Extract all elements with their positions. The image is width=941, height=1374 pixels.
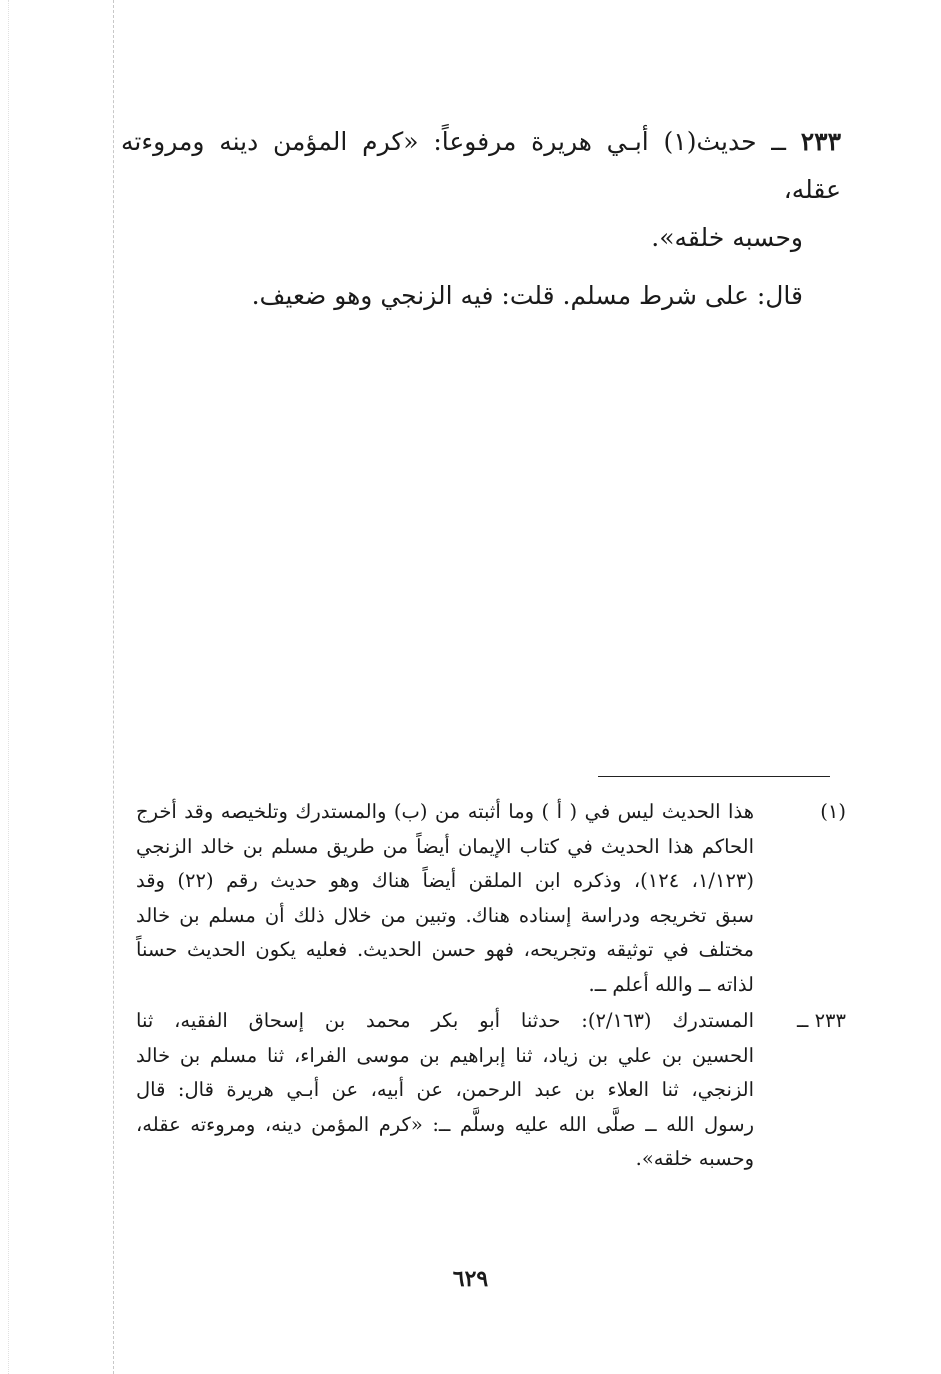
hadith-entry	[121, 118, 841, 320]
footnote-line: الحاكم هذا الحديث في كتاب الإيمان أيضاً من طريق مسلم بن خالد الزنجي	[136, 834, 754, 858]
footnote-233	[136, 1004, 846, 1177]
scan-margin-line	[113, 0, 114, 1374]
footnote-text	[136, 795, 754, 1002]
footnote-marker: ٢٣٣ ــ	[796, 1009, 846, 1032]
hadith-line-1	[121, 118, 841, 214]
footnote-line: وحسبه خلقه».	[635, 1147, 754, 1170]
footnote-line: المستدرك (٢/١٦٣): حدثنا أبو بكر محمد بن إسحاق الفقيه، ثنا	[136, 1009, 754, 1032]
footnote-line: هذا الحديث ليس في ( أ ) وما أثبته من (ب) والمستدرك وتلخيصه وقد أخرج	[136, 800, 754, 823]
page-number: ٦٢٩	[452, 1266, 489, 1292]
footnote-1	[136, 795, 846, 1002]
hadith-comment: قال: على شرط مسلم. قلت: فيه الزنجي وهو ضعيف.	[251, 281, 803, 310]
footnote-separator	[598, 776, 830, 777]
footnote-line: مختلف في توثيقه وتجريحه، فهو حسن الحديث. فعليه يكون الحديث حسناً	[136, 938, 754, 961]
footnote-line: الحسين بن علي بن زياد، ثنا إبراهيم بن موسى الفراء، ثنا مسلم بن خالد	[136, 1043, 754, 1067]
footnote-line: لذاته ــ والله أعلم ــ.	[588, 972, 754, 996]
hadith-number: ٢٣٣	[800, 127, 842, 156]
footnote-line: الزنجي، ثنا العلاء بن عبد الرحمن، عن أبيه، عن أبـي هريرة قال: قال	[136, 1078, 754, 1101]
footnote-text	[136, 1004, 754, 1177]
hadith-text: ــ حديث(١) أبـي هريرة مرفوعاً: «كرم المؤمن دينه ومروءته عقله،	[121, 127, 841, 204]
footnotes	[136, 795, 846, 1177]
footnote-line: (١/١٢٣، ١٢٤)، وذكره ابن الملقن أيضاً هناك وهو حديث رقم (٢٢) وقد	[136, 869, 755, 892]
scan-edge-line	[8, 0, 9, 1374]
footnote-marker: (١)	[820, 800, 846, 823]
footnote-line: رسول الله ــ صلَّى الله عليه وسلَّم ــ: «كرم المؤمن دينه، ومروءته عقله،	[136, 1112, 754, 1136]
footnote-line: سبق تخريجه ودراسة إسناده هناك. وتبين من خلال ذلك أن مسلم بن خالد	[136, 903, 754, 927]
hadith-line-2: وحسبه خلقه».	[651, 223, 803, 252]
